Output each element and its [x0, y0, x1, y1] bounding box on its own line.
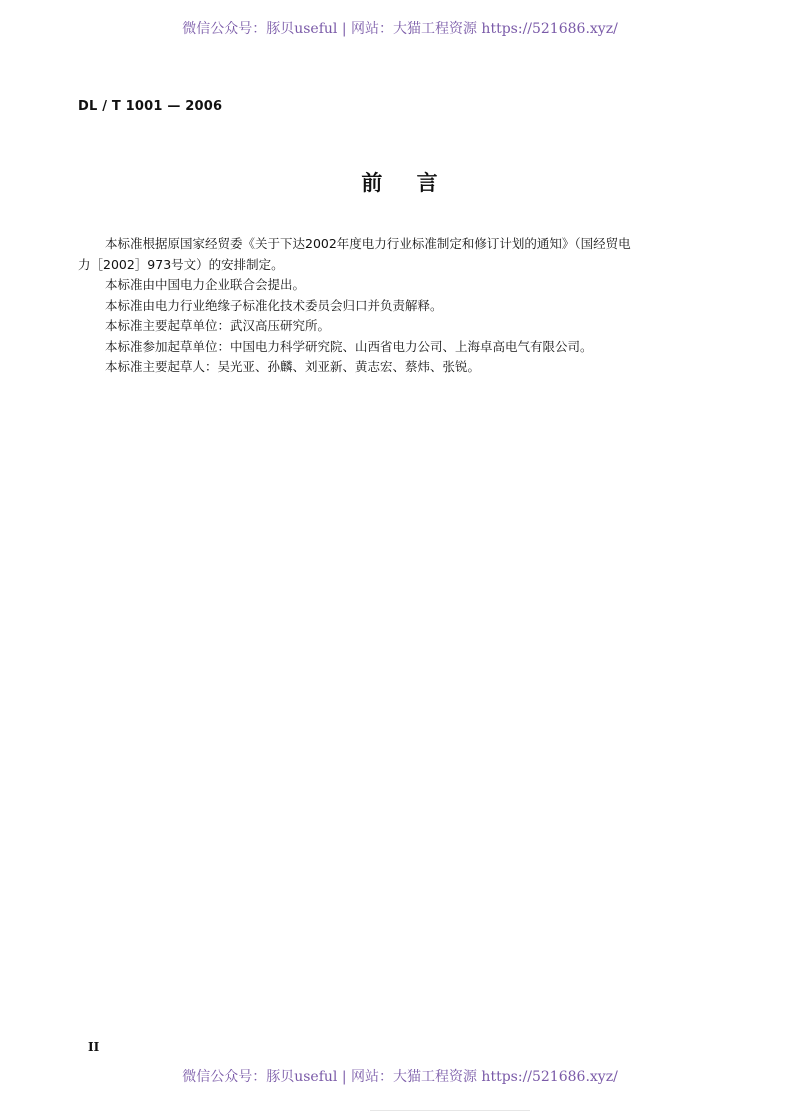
paragraph-participating-units: 本标准参加起草单位：中国电力科学研究院、山西省电力公司、上海卓高电气有限公司。	[105, 338, 593, 354]
document-code: DL / T 1001 — 2006	[78, 99, 223, 114]
paragraph-main-drafters: 本标准主要起草人：吴光亚、孙麟、刘亚新、黄志宏、蔡炜、张锐。	[105, 359, 481, 374]
section-title: 前 言	[361, 171, 439, 195]
paragraph-proposed-by: 本标准由中国电力企业联合会提出。	[105, 277, 306, 292]
watermark-bottom: 微信公众号：豚贝useful | 网站：大猫工程资源 https://521686.xyz/	[182, 1069, 618, 1085]
bottom-divider	[370, 1110, 530, 1111]
page-number: II	[88, 1040, 100, 1054]
paragraph-plan-basis: 本标准根据原国家经贸委《关于下达2002年度电力行业标准制定和修订计划的通知》（国经贸电	[105, 236, 631, 251]
paragraph-interpretation: 本标准由电力行业绝缘子标准化技术委员会归口并负责解释。	[105, 297, 443, 313]
paragraph-main-drafting-unit: 本标准主要起草单位：武汉高压研究所。	[105, 318, 331, 333]
foreword-body	[78, 234, 728, 378]
watermark-top: 微信公众号：豚贝useful | 网站：大猫工程资源 https://521686.xyz/	[182, 21, 618, 37]
paragraph-plan-basis-continued: 力［2002］973号文）的安排制定。	[78, 256, 284, 272]
